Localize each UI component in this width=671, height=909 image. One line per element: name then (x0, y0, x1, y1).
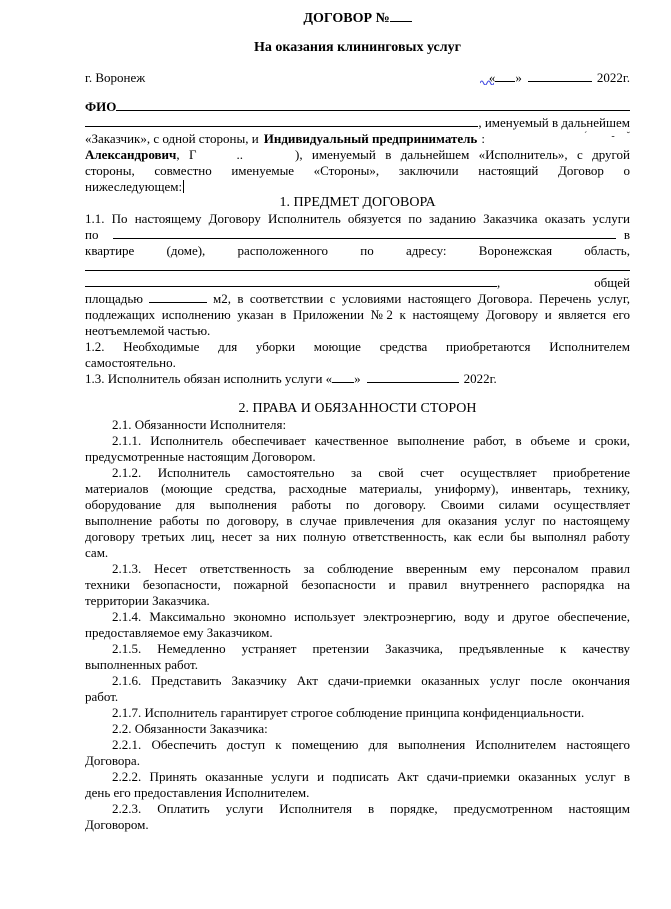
document-line (85, 481, 630, 497)
text-run: квартире (доме), расположенного по адресу: Воронежская область, (85, 243, 630, 258)
line-spacer (85, 387, 630, 401)
service-blank-line (85, 227, 630, 243)
document-line (85, 769, 630, 785)
erased-text-gap (197, 158, 237, 159)
section-2-heading (85, 401, 630, 417)
section-1-heading (85, 195, 630, 211)
erased-text-gap (243, 158, 295, 159)
document-line (85, 545, 630, 561)
blank-underline-field[interactable] (149, 291, 207, 303)
text-run: ДОГОВОР № (303, 11, 390, 26)
text-run: » (354, 371, 361, 386)
text-run: 1. ПРЕДМЕТ ДОГОВОРА (279, 195, 436, 210)
text-run: площадью (85, 291, 143, 306)
erased-text-gap (587, 142, 611, 143)
text-run: 2.1.2. Исполнитель самостоятельно за свой счет осуществляет приобретение (112, 465, 630, 480)
blank-underline-field[interactable] (116, 99, 630, 111)
text-run: » (515, 70, 522, 85)
text-run: 1.2. Необходимые для уборки моющие средства приобретаются Исполнителем (85, 339, 630, 354)
document-line (85, 657, 630, 673)
text-run: 2.1.5. Немедленно устраняет претензии Заказчика, предъявленные к качеству (112, 641, 630, 656)
text-run: 2022г. (463, 371, 497, 386)
text-run: ), именуемый в дальнейшем «Исполнитель», с другой (295, 147, 630, 162)
text-run: выполненных работ. (85, 657, 198, 672)
erased-text-remnant: ´ (583, 131, 588, 142)
text-run: 2.2.1. Обеспечить доступ к помещению для выполнения Исполнителем настоящего (112, 737, 630, 752)
address-blank-line (85, 259, 630, 275)
text-run: 2.1.1. Исполнитель обеспечивает качественное выполнение работ, в объеме и сроки, (112, 433, 630, 448)
text-run: 1.3. Исполнитель обязан исполнить услуги « (85, 371, 333, 386)
document-line (85, 449, 630, 465)
document-line (85, 689, 630, 705)
document-line (85, 529, 630, 545)
text-run: сам. (85, 545, 109, 560)
blank-underline-field[interactable] (85, 275, 497, 287)
text-run: в (623, 227, 630, 242)
text-run: предоставляемое ему Заказчиком. (85, 625, 273, 640)
blank-underline-field[interactable] (113, 227, 615, 239)
parties-line (85, 131, 630, 147)
erased-text-gap (616, 238, 624, 239)
text-run: м2, в соответствии с условиями настоящего Договора. Перечень услуг, (212, 291, 630, 306)
text-run: территории Заказчика. (85, 593, 210, 608)
document-line (85, 355, 630, 371)
text-run: оборудование для выполнения работы по договору. Своими силами осуществляет (85, 497, 630, 512)
fio-label: ФИО (85, 99, 117, 114)
document-line (85, 163, 630, 179)
text-run: 2.1.4. Максимально экономно использует электроэнергию, воду и другое обеспечение, (112, 609, 630, 624)
text-run: работ. (85, 689, 119, 704)
address-blank-line-2 (85, 275, 630, 291)
text-run: 2. ПРАВА И ОБЯЗАННОСТИ СТОРОН (238, 401, 477, 416)
blank-underline-field[interactable] (85, 115, 478, 127)
deadline-line (85, 371, 630, 387)
text-run: 2.1.7. Исполнитель гарантирует строгое соблюдение принципа конфиденциальности. (112, 705, 585, 720)
text-cursor[interactable] (183, 180, 184, 193)
area-line (85, 291, 630, 307)
text-run: , (497, 275, 501, 290)
document-line (85, 513, 630, 529)
executor-line (85, 147, 630, 163)
text-run: 2.2. Обязанности Заказчика: (112, 721, 268, 736)
document-line (85, 339, 630, 355)
document-line (85, 497, 630, 513)
text-run: .. (236, 147, 243, 162)
text-run: , именуемый в дальнейшем (478, 115, 630, 130)
erased-text-gap (98, 238, 113, 239)
document-line (85, 307, 630, 323)
text-run: выполнение работы по договору, в случае привлечения для оказания услуг по настоящему (85, 513, 630, 528)
fio-line (85, 99, 630, 115)
text-run: На оказания клининговых услуг (254, 40, 461, 55)
document-line (85, 625, 630, 641)
blank-underline-field[interactable] (332, 371, 354, 383)
document-line (85, 705, 630, 721)
document-line (85, 801, 630, 817)
line-spacer (85, 26, 630, 40)
text-run: « (488, 70, 496, 85)
text-run: договору третьих лиц, несет за них полную ответственность, как если бы выполнял работу (85, 529, 630, 544)
blank-underline-field[interactable] (495, 70, 515, 82)
document-line (85, 785, 630, 801)
document-line (85, 737, 630, 753)
text-run: , Г (176, 147, 197, 162)
document-line (85, 211, 630, 227)
document-line (85, 465, 630, 481)
text-run: 2.1.6. Представить Заказчику Акт сдачи-приемки оказанных услуг после окончания (112, 673, 630, 688)
erased-text-remnant: ˘ (626, 131, 630, 142)
document-line (85, 753, 630, 769)
erased-text-remnant: ‑ (611, 131, 615, 142)
document-line (85, 433, 630, 449)
blank-underline-field[interactable] (528, 70, 592, 82)
text-run: день его предоставления Исполнителем. (85, 785, 310, 800)
text-run: «Заказчик», с одной стороны, и (85, 131, 259, 146)
text-run: самостоятельно. (85, 355, 176, 370)
line-spacer (85, 56, 630, 70)
blank-underline-field[interactable] (85, 259, 630, 271)
city-label: г. Воронеж (85, 70, 146, 85)
text-run: общей (594, 275, 630, 290)
spellcheck-squiggle-icon (480, 73, 494, 79)
text-run: Александрович (85, 147, 177, 162)
document-line (85, 593, 630, 609)
erased-text-gap (615, 142, 627, 143)
text-run: по (85, 227, 99, 242)
document-line (85, 243, 630, 259)
text-run: стороны, совместно именуемые «Стороны», заключили настоящий Договор о (85, 163, 630, 178)
text-run: 2.2.2. Принять оказанные услуги и подписать Акт сдачи-приемки оказанных услуг в (112, 769, 630, 784)
blank-underline-field[interactable] (390, 10, 412, 22)
fio-continuation-line (85, 115, 630, 131)
text-run: Индивидуальный предприниматель (263, 131, 478, 146)
text-run: Договором. (85, 817, 149, 832)
document-line (85, 641, 630, 657)
text-run: 2.1. Обязанности Исполнителя: (112, 417, 287, 432)
document-line (85, 721, 630, 737)
year-label: 2022г. (596, 70, 630, 85)
blank-underline-field[interactable] (367, 371, 459, 383)
contract-title (85, 10, 630, 26)
text-run: подлежащих исполнению указан в Приложении №2 к настоящему Договору и является его (85, 307, 630, 322)
city-date-line (85, 70, 630, 86)
text-run: 2.1.3. Несет ответственность за соблюдение вверенным ему персоналом правил (112, 561, 630, 576)
document-line (85, 323, 630, 339)
text-run: 2.2.3. Оплатить услуги Исполнителя в порядке, предусмотренном настоящим (112, 801, 630, 816)
document-line (85, 817, 630, 833)
text-run: 1.1. По настоящему Договору Исполнитель обязуется по заданию Заказчика оказать услуги (85, 211, 630, 226)
line-spacer (85, 86, 630, 99)
text-run: техники безопасности, пожарной безопасности и правил внутреннего распорядка на (85, 577, 630, 592)
document-line (85, 609, 630, 625)
text-run: : (481, 131, 485, 146)
contract-subtitle (85, 40, 630, 56)
text-run: материалов (моющие средства, расходные материалы, униформу), инвентарь, технику, (85, 481, 630, 496)
document-line (85, 673, 630, 689)
text-run: предусмотренные настоящим Договором. (85, 449, 316, 464)
text-run: неотъемлемой частью. (85, 323, 211, 338)
preamble-end-line (85, 179, 630, 195)
text-run: нижеследующем: (85, 179, 183, 194)
document-line (85, 577, 630, 593)
document-line (85, 417, 630, 433)
text-run: Договора. (85, 753, 140, 768)
document-line (85, 561, 630, 577)
